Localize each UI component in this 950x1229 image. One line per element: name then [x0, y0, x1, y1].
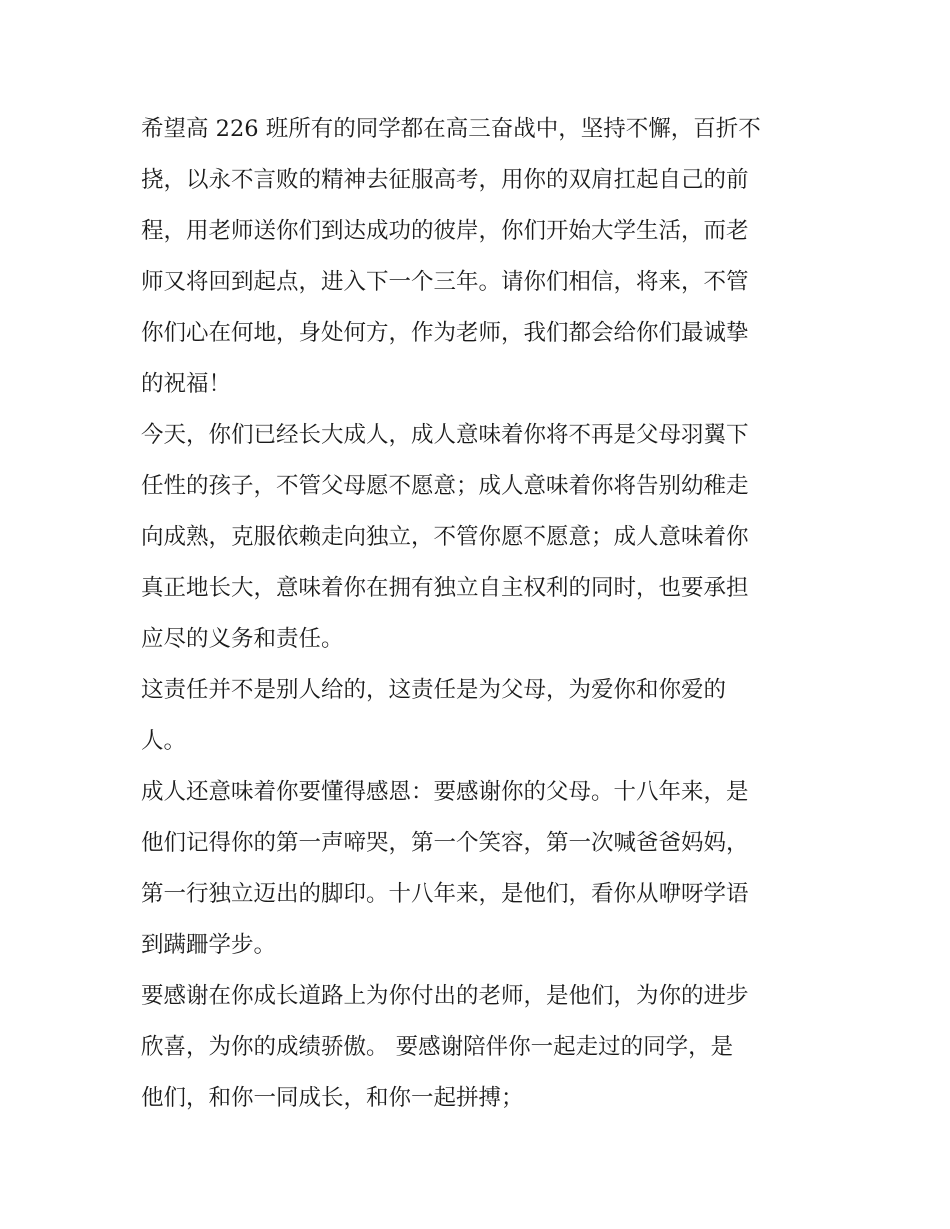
- text-line: 这责任并不是别人给的，这责任是为父母，为爱你和你爱的: [141, 677, 727, 703]
- text-line: 要感谢在你成长道路上为你付出的老师，是他们，为你的进步: [141, 983, 749, 1009]
- text-line: 你们心在何地，身处何方，作为老师，我们都会给你们最诚挚: [141, 320, 749, 346]
- paragraph-3: [141, 665, 816, 767]
- text-line: 应尽的义务和责任。: [141, 626, 344, 652]
- text-line: 挠，以永不言败的精神去征服高考，用你的双肩扛起自己的前: [141, 167, 749, 193]
- text-line: 真正地长大，意味着你在拥有独立自主权利的同时，也要承担: [141, 575, 749, 601]
- text-line: 的祝福！: [141, 371, 232, 397]
- paragraph-5: [141, 971, 816, 1124]
- text-line: 成人还意味着你要懂得感恩：要感谢你的父母。十八年来，是: [141, 779, 749, 805]
- text-line: 今天，你们已经长大成人，成人意味着你将不再是父母羽翼下: [141, 422, 749, 448]
- text-line: 希望高 226 班所有的同学都在高三奋战中，坚持不懈，百折不: [141, 116, 761, 142]
- text-line: 第一行独立迈出的脚印。十八年来，是他们，看你从咿呀学语: [141, 881, 749, 907]
- text-line: 向成熟，克服依赖走向独立，不管你愿不愿意；成人意味着你: [141, 524, 749, 550]
- paragraph-4: [141, 767, 816, 971]
- text-line: 师又将回到起点，进入下一个三年。请你们相信，将来，不管: [141, 269, 749, 295]
- paragraph-2: [141, 410, 816, 665]
- text-line: 任性的孩子，不管父母愿不愿意；成人意味着你将告别幼稚走: [141, 473, 749, 499]
- text-line: 到蹒跚学步。: [141, 932, 277, 958]
- text-line: 他们，和你一同成长，和你一起拼搏；: [141, 1085, 524, 1111]
- paragraph-1: [141, 104, 816, 410]
- text-line: 欣喜，为你的成绩骄傲。 要感谢陪伴你一起走过的同学，是: [141, 1034, 734, 1060]
- text-line: 程，用老师送你们到达成功的彼岸，你们开始大学生活，而老: [141, 218, 749, 244]
- text-line: 人。: [141, 728, 187, 754]
- text-line: 他们记得你的第一声啼哭，第一个笑容，第一次喊爸爸妈妈，: [141, 830, 749, 856]
- document-body: [141, 104, 816, 1124]
